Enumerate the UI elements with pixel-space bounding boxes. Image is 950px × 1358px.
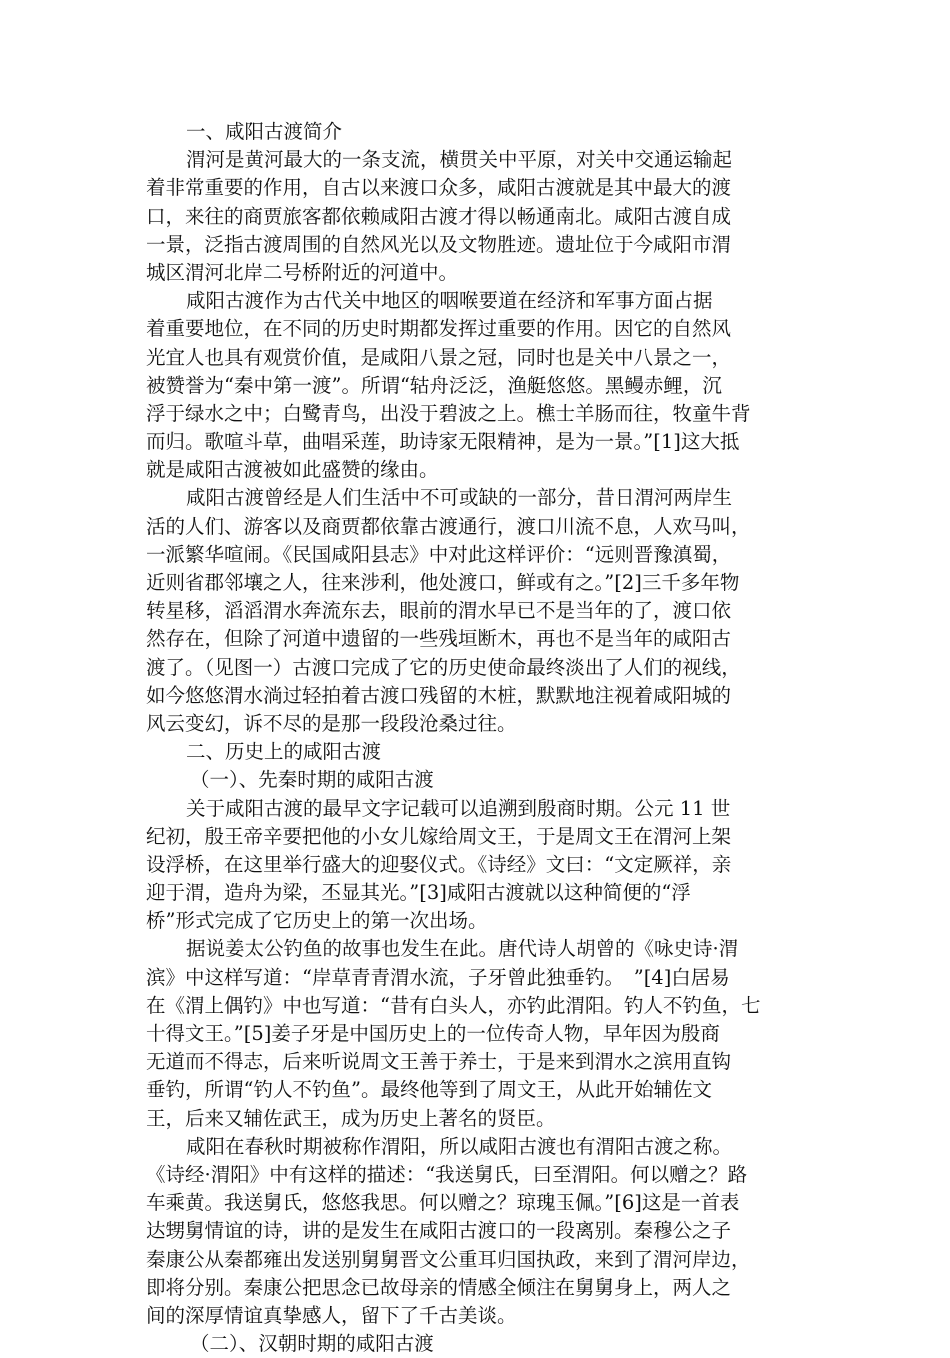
paragraph-line: 即将分别。秦康公把思念已故母亲的情感全倾注在舅舅身上，两人之 [146,1275,732,1299]
paragraph-line: 光宜人也具有观赏价值，是咸阳八景之冠，同时也是关中八景之一， [146,345,732,369]
paragraph-line: 被赞誉为“秦中第一渡”。所谓“轱舟泛泛，渔艇悠悠。黑鳗赤鲤，沉 [146,373,722,397]
paragraph-line: 咸阳在春秋时期被称作渭阳，所以咸阳古渡也有渭阳古渡之称。 [186,1134,733,1158]
paragraph-line: 而归。歌喧斗草，曲唱采莲，助诗家无限精神，是为一景。”[1]这大抵 [146,430,740,454]
paragraph-line: 一派繁华喧闹。《民国咸阳县志》中对此这样评价：“远则晋豫滇蜀， [146,542,732,566]
paragraph-line: 渭河是黄河最大的一条支流，横贯关中平原，对关中交通运输起 [186,148,733,172]
subsection-heading: （一）、先秦时期的咸阳古渡 [190,768,434,792]
paragraph-line: 十得文王。”[5]姜子牙是中国历史上的一位传奇人物，早年因为殷商 [146,1022,720,1045]
paragraph-line: 间的深厚情谊真挚感人，留下了千古美谈。 [146,1303,517,1327]
paragraph-line: 秦康公从秦都雍出发送别舅舅晋文公重耳归国执政，来到了渭河岸边， [146,1247,751,1271]
paragraph-line: 车乘黄。我送舅氏，悠悠我思。何以赠之？琼瑰玉佩。”[6]这是一首表 [146,1191,740,1215]
paragraph-line: 然存在，但除了河道中遗留的一些残垣断木，再也不是当年的咸阳古 [146,627,732,651]
paragraph-line: 《诗经·渭阳》中有这样的描述：“我送舅氏，曰至渭阳。何以赠之？路 [146,1162,748,1186]
paragraph-line: 咸阳古渡曾经是人们生活中不可或缺的一部分，昔日渭河两岸生 [186,486,733,510]
paragraph-line: 着非常重要的作用，自古以来渡口众多，咸阳古渡就是其中最大的渡 [146,176,732,200]
paragraph-line: 着重要地位，在不同的历史时期都发挥过重要的作用。因它的自然风 [146,317,732,341]
paragraph-line: 关于咸阳古渡的最早文字记载可以追溯到殷商时期。公元 11 世 [186,796,731,820]
paragraph-line: 浮于绿水之中；白鹭青鸟，出没于碧波之上。樵士羊肠而往，牧童牛背 [146,401,751,425]
paragraph-line: 设浮桥，在这里举行盛大的迎娶仪式。《诗经》文曰：“文定厥祥，亲 [146,852,732,876]
paragraph-line: 转星移，滔滔渭水奔流东去，眼前的渭水早已不是当年的了，渡口依 [146,599,732,623]
paragraph-line: 风云变幻，诉不尽的是那一段段沧桑过往。 [146,711,517,735]
document-body [146,118,806,1358]
paragraph-line: 就是咸阳古渡被如此盛赞的缘由。 [146,458,439,482]
paragraph-line: 口，来往的商贾旅客都依赖咸阳古渡才得以畅通南北。咸阳古渡自成 [146,204,732,228]
paragraph-line: 近则省郡邻壤之人，往来涉利，他处渡口，鲜或有之。”[2]三千多年物 [146,571,740,594]
section-heading: 一、咸阳古渡简介 [186,120,343,143]
paragraph-line: 咸阳古渡作为古代关中地区的咽喉要道在经济和军事方面占据 [186,289,713,313]
paragraph-line: 桥”形式完成了它历史上的第一次出场。 [146,909,488,933]
subsection-heading: （二）、汉朝时期的咸阳古渡 [190,1332,434,1356]
paragraph-line: 滨》中这样写道：“岸草青青渭水流，子牙曾此独垂钓。 ”[4]白居易 [146,965,730,989]
paragraph-line: 据说姜太公钓鱼的故事也发生在此。唐代诗人胡曾的《咏史诗·渭 [186,937,739,961]
paragraph-line: 无道而不得志，后来听说周文王善于养士，于是来到渭水之滨用直钩 [146,1050,732,1074]
paragraph-line: 在《渭上偶钓》中也写道：“昔有白头人，亦钓此渭阳。钓人不钓鱼，七 [146,993,761,1017]
paragraph-line: 垂钓，所谓“钓人不钓鱼”。最终他等到了周文王，从此开始辅佐文 [146,1078,712,1102]
paragraph-line: 一景，泛指古渡周围的自然风光以及文物胜迹。遗址位于今咸阳市渭 [146,232,732,256]
paragraph-line: 达甥舅情谊的诗，讲的是发生在咸阳古渡口的一段离别。秦穆公之子 [146,1219,732,1243]
paragraph-line: 城区渭河北岸二号桥附近的河道中。 [146,260,459,284]
section-heading: 二、历史上的咸阳古渡 [186,740,382,764]
paragraph-line: 活的人们、游客以及商贾都依靠古渡通行，渡口川流不息，人欢马叫， [146,514,751,538]
paragraph-line: 王，后来又辅佐武王，成为历史上著名的贤臣。 [146,1106,556,1130]
paragraph-line: 纪初，殷王帝辛要把他的小女儿嫁给周文王，于是周文王在渭河上架 [146,824,732,848]
paragraph-line: 迎于渭，造舟为梁，丕显其光。”[3]咸阳古渡就以这种简便的“浮 [146,881,691,905]
paragraph-line: 如今悠悠渭水淌过轻拍着古渡口残留的木桩，默默地注视着咸阳城的 [146,683,732,707]
paragraph-line: 渡了。（见图一）古渡口完成了它的历史使命最终淡出了人们的视线， [146,655,741,679]
